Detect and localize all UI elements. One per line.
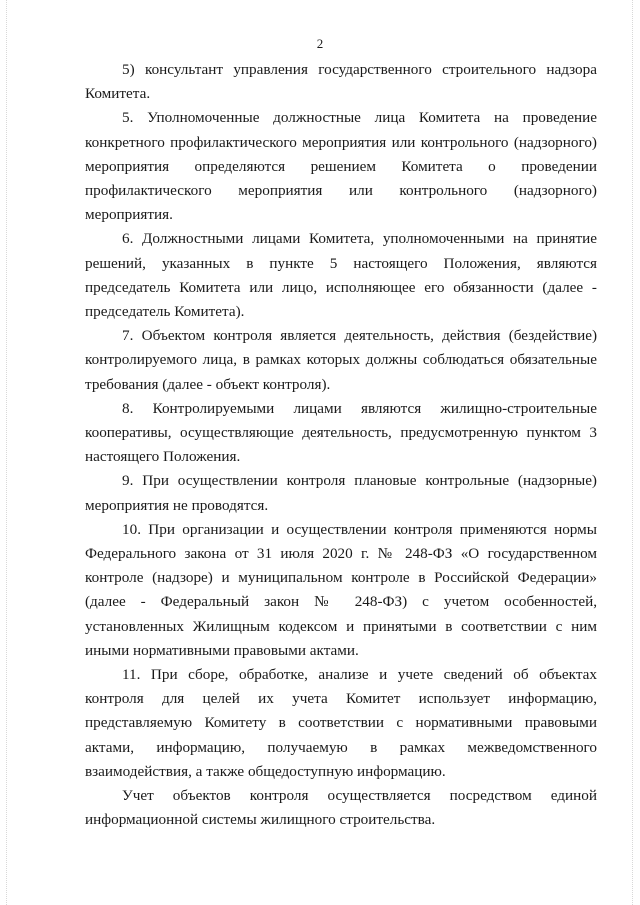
paragraph-6-decision-officials: 6. Должностными лицами Комитета, уполномоченными на принятие решений, указанных в пункте 5 настоящего Положения, являются председатель Комитета или лицо, исполняющее его обязанности (далее - председатель Комитета). <box>85 230 597 321</box>
paragraph-8-controlled-persons: 8. Контролируемыми лицами являются жилищно-строительные кооперативы, осуществляющие деятельность, предусмотренную пунктом 3 настоящего Положения. <box>85 399 597 466</box>
scan-edge-left <box>6 0 8 905</box>
paragraph-9-planned-events: 9. При осуществлении контроля плановые контрольные (надзорные) мероприятия не проводятся. <box>85 472 597 514</box>
paragraph-object-registration: Учет объектов контроля осуществляется посредством единой информационной системы жилищного строительства. <box>85 787 597 829</box>
paragraph-5-authorized-officials: 5. Уполномоченные должностные лица Комитета на проведение конкретного профилактического мероприятия или контрольного (надзорного) мероприятия определяются решением Комитета о проведении профилактического мероприятия или контрольного (надзорного) мероприятия. <box>85 109 597 224</box>
paragraph-7-control-object: 7. Объектом контроля является деятельность, действия (бездействие) контролируемого лица, в рамках которых должны соблюдаться обязательные требования (далее - объект контроля). <box>85 327 597 393</box>
paragraph-11-information-collection: 11. При сборе, обработке, анализе и учете сведений об объектах контроля для целей их учета Комитет использует информацию, представляемую Комитету в соответствии с нормативными правовыми актами, информацию, получаемую в рамках межведомственного взаимодействия, а также общедоступную информацию. <box>85 666 597 780</box>
page-number: 2 <box>316 36 324 51</box>
document-body <box>85 58 597 833</box>
paragraph-item-5-consultant: 5) консультант управления государственного строительного надзора Комитета. <box>85 61 597 103</box>
paragraph-10-federal-law: 10. При организации и осуществлении контроля применяются нормы Федерального закона от 31 июля 2020 г. № 248-ФЗ «О государственном контроле (надзоре) и муниципальном контроле в Российской Федерации» (далее - Федеральный закон № 248-ФЗ) с учетом особенностей, установленных Жилищным кодексом и принятыми в соответствии с ним иными нормативными правовыми актами. <box>85 520 597 659</box>
scan-edge-right <box>632 0 634 905</box>
